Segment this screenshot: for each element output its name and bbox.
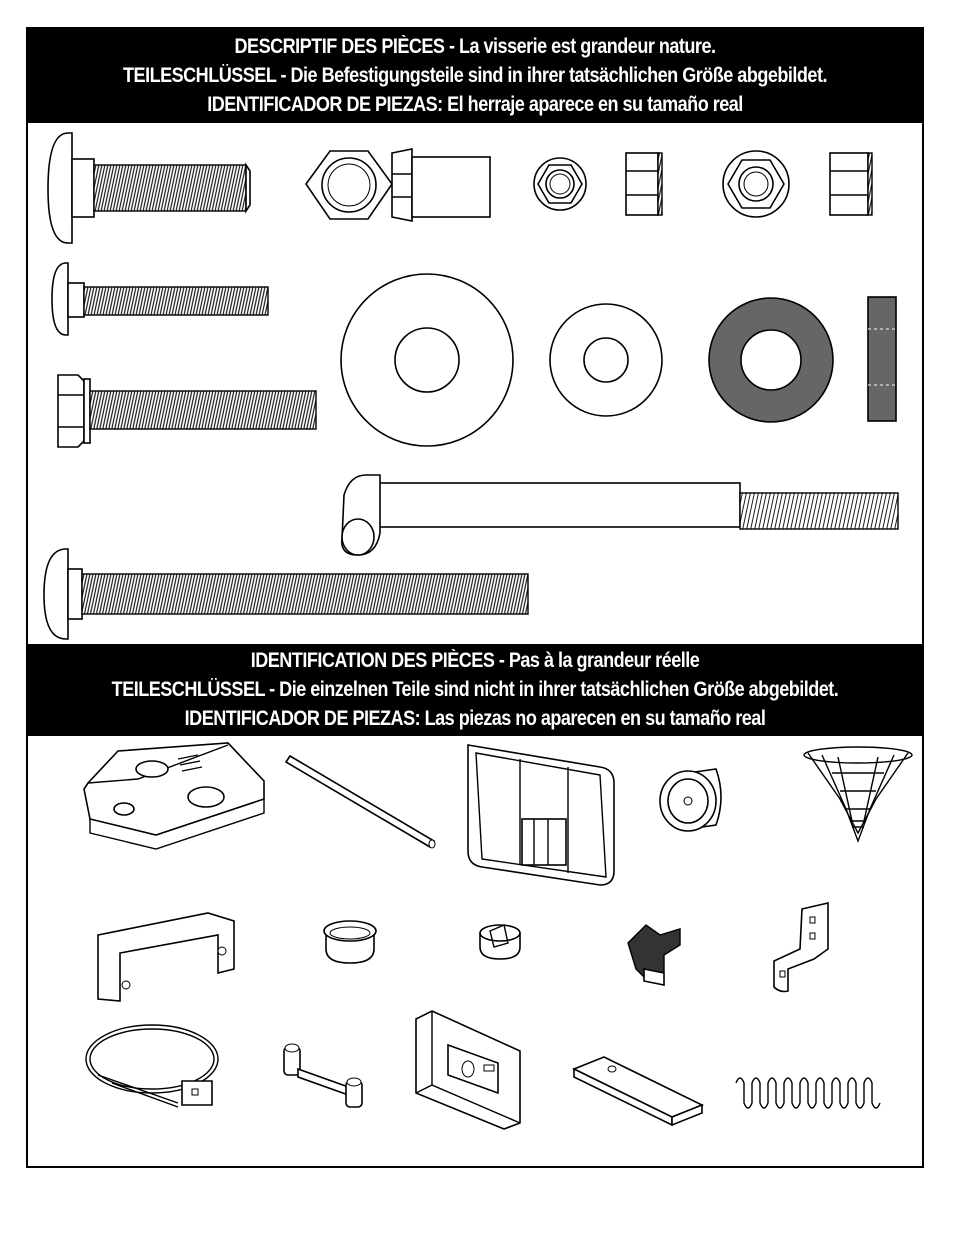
parts-header-line-es: IDENTIFICADOR DE PIEZAS: Las piezas no aparecen en su tamaño real [184, 707, 766, 730]
hardware-header-line-de: TEILESCHLÜSSEL - Die Befestigungsteile sind in ihrer tatsächlichen Größe abgebildet. [123, 64, 827, 87]
spring-part [736, 1078, 880, 1108]
backboard-part [468, 745, 614, 885]
parts-illustrations [28, 29, 922, 1166]
parts-header-line-fr: IDENTIFICATION DES PIÈCES - Pas à la grandeur réelle [250, 649, 700, 672]
mount-plate-part [416, 1011, 520, 1129]
s-bracket-part [774, 903, 828, 992]
parts-header-line-de: TEILESCHLÜSSEL - Die einzelnen Teile sind nicht in ihrer tatsächlichen Größe abgebildet. [111, 678, 839, 701]
carriage-bolt-long [44, 549, 528, 639]
flange-nut-small [534, 158, 586, 210]
rubber-washer-side [868, 297, 896, 421]
flat-washer-large [341, 274, 513, 446]
round-cap-part [324, 921, 376, 963]
round-insert-part [480, 925, 520, 959]
t-handle-bolt [342, 475, 898, 555]
pole-rod-part [286, 756, 435, 848]
wheel-part [660, 769, 721, 831]
hardware-header-line-es: IDENTIFICADOR DE PIEZAS: El herraje aparece en su tamaño real [207, 93, 743, 116]
hex-flange-bolt [58, 375, 316, 447]
hardware-header-line-fr: DESCRIPTIF DES PIÈCES - La visserie est grandeur nature. [234, 35, 716, 58]
link-arm-part [284, 1044, 362, 1107]
rubber-washer [709, 298, 833, 422]
carriage-bolt-medium [52, 263, 268, 335]
base-part [84, 743, 264, 849]
flange-nut-large [723, 151, 789, 217]
hex-bolt-short [392, 149, 490, 221]
parts-diagram-frame [26, 27, 924, 1168]
flange-nut-large-side [830, 153, 872, 215]
hex-nut [306, 151, 392, 219]
net-part [804, 747, 912, 841]
flat-washer-small [550, 304, 662, 416]
channel-plate-part [574, 1057, 702, 1125]
rim-part [86, 1025, 218, 1107]
flange-nut-small-side [626, 153, 662, 215]
carriage-bolt-large [48, 133, 250, 243]
knob-part [628, 925, 680, 985]
u-bracket-part [98, 913, 234, 1001]
